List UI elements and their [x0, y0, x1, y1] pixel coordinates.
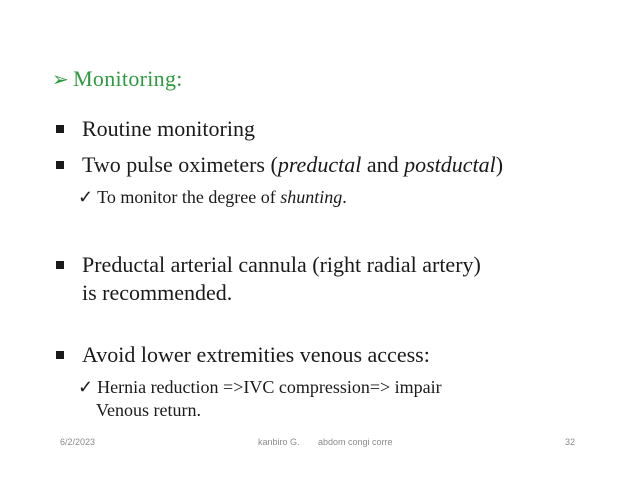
postductal-emphasis: postductal: [404, 152, 496, 177]
sub-item-hernia-reduction: [78, 376, 442, 398]
footer-author: kanbiro G.: [258, 437, 300, 447]
footer-topic: abdom congi corre: [318, 437, 393, 447]
bullet-text: [82, 152, 503, 178]
text-part: and: [361, 152, 405, 177]
preductal-emphasis: preductal: [277, 152, 362, 177]
square-bullet-icon: [56, 351, 64, 359]
sub-item-hernia-line-2: Venous return.: [96, 400, 201, 420]
sub-item-shunting: [78, 186, 347, 208]
bullet-text-line-1: Preductal arterial cannula (right radial artery): [82, 252, 481, 277]
square-bullet-icon: [56, 261, 64, 269]
square-bullet-icon: [56, 161, 64, 169]
text-part: Hernia reduction =>IVC compression=> impair: [97, 377, 442, 397]
slide-heading: [52, 66, 183, 92]
checkmark-icon: ✓: [78, 377, 94, 397]
arrow-bullet-icon: ➢: [52, 69, 70, 91]
shunting-emphasis: shunting: [280, 187, 343, 207]
heading-label: Monitoring:: [73, 66, 183, 91]
text-part: Two pulse oximeters (: [82, 152, 278, 177]
bullet-text: Routine monitoring: [82, 116, 255, 141]
footer-page-number: 32: [565, 437, 576, 447]
checkmark-icon: ✓: [78, 187, 94, 207]
bullet-text: Avoid lower extremities venous access:: [82, 342, 430, 367]
text-part: .: [342, 187, 347, 207]
text-part: ): [495, 152, 504, 177]
square-bullet-icon: [56, 125, 64, 133]
bullet-text-line-2: is recommended.: [82, 280, 233, 305]
text-part: To monitor the degree of: [97, 187, 281, 207]
footer-date: 6/2/2023: [60, 437, 96, 447]
